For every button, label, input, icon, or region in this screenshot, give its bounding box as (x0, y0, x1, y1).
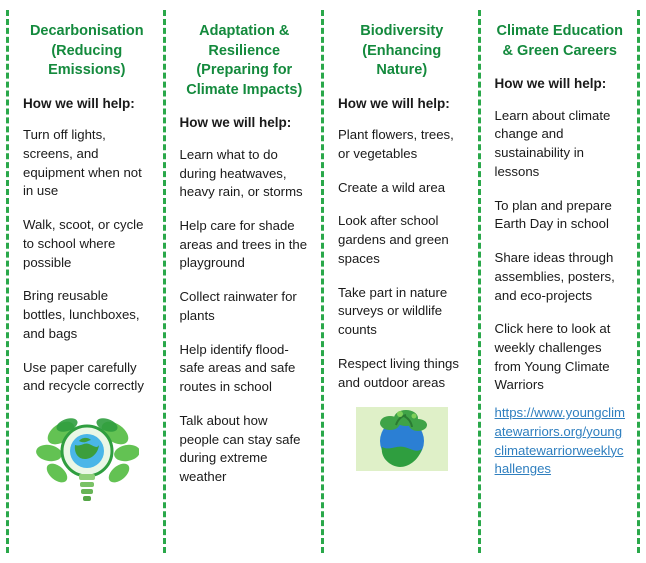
how-we-will-help-label: How we will help: (338, 95, 450, 111)
points-list (338, 126, 466, 392)
column-title: Decarbonisation (Reducing Emissions) (29, 23, 144, 79)
points-list (23, 126, 151, 396)
list-item: Learn about climate change and sustainability in lessons (494, 107, 611, 179)
column-biodiversity (324, 10, 481, 553)
list-item: Look after school gardens and green spaces (338, 213, 449, 266)
how-we-will-help-label: How we will help: (494, 76, 607, 92)
earth-globe-plants-illustration (338, 407, 466, 471)
list-item: Talk about how people can stay safe during extreme weather (179, 412, 301, 485)
list-item: Share ideas through assemblies, posters, and eco-projects (494, 250, 615, 303)
list-item: Learn what to do during heatwaves, heavy rain, or storms (179, 146, 303, 200)
points-list (180, 146, 309, 487)
list-item: Walk, scoot, or cycle to school where possible (23, 217, 144, 270)
list-item: Plant flowers, trees, or vegetables (338, 127, 454, 161)
list-item: Collect rainwater for plants (179, 289, 297, 323)
young-climate-warriors-link[interactable]: https://www.youngclimatewarriors.org/youngclimatewarriorweeklychallenges (494, 405, 626, 477)
how-we-will-help-label: How we will help: (23, 95, 135, 111)
list-item: Bring reusable bottles, lunchboxes, and bags (23, 288, 140, 341)
column-climate-education-green-careers (481, 10, 640, 553)
points-list (495, 107, 625, 396)
list-item: Create a wild area (338, 179, 446, 195)
list-item: Help care for shade areas and trees in the playground (179, 218, 308, 271)
lightbulb-globe-illustration (23, 411, 151, 503)
list-item: Use paper carefully and recycle correctly (23, 359, 144, 394)
column-title: Biodiversity (Enhancing Nature) (360, 23, 444, 79)
column-title: Climate Education & Green Careers (496, 23, 624, 59)
column-title: Adaptation & Resilience (Preparing for Climate Impacts) (186, 23, 303, 98)
list-item: To plan and prepare Earth Day in school (494, 197, 612, 232)
list-item: Respect living things and outdoor areas (338, 355, 459, 390)
list-item: Take part in nature surveys or wildlife counts (338, 284, 448, 338)
column-decarbonisation (6, 10, 166, 553)
column-adaptation-resilience (166, 10, 324, 553)
how-we-will-help-label: How we will help: (179, 115, 292, 131)
list-item: Help identify flood-safe areas and safe routes in school (179, 341, 296, 395)
list-item: Turn off lights, screens, and equipment when not in use (23, 127, 142, 199)
list-item: Click here to look at weekly challenges from Young Climate Warriors (494, 321, 611, 393)
